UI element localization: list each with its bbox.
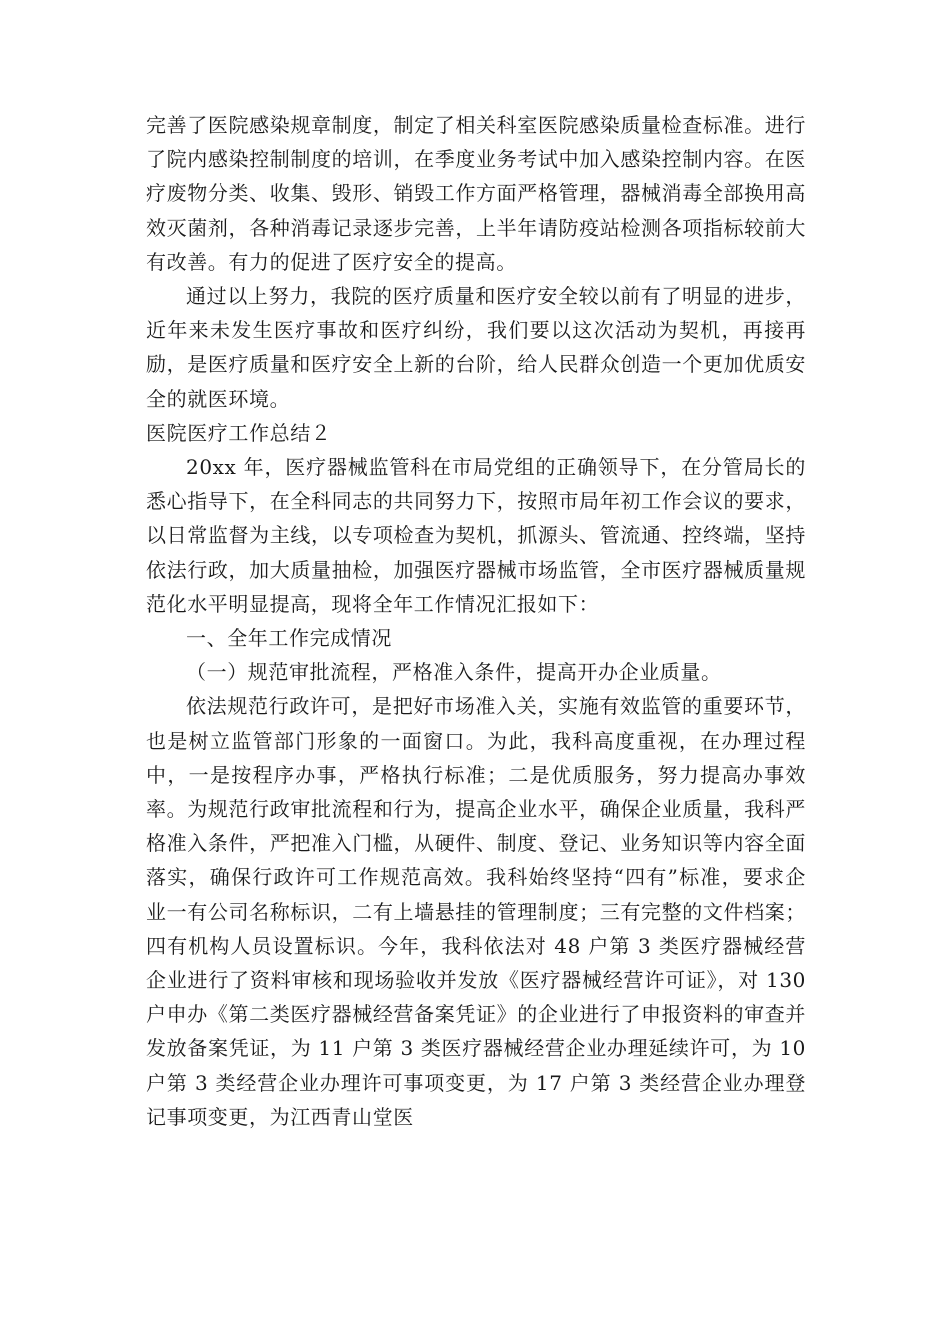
heading-annual-work-completion: 一、全年工作完成情况 bbox=[186, 626, 392, 651]
section-title: 医院医疗工作总结２ bbox=[146, 420, 332, 445]
paragraph-annual-overview: 20xx 年，医疗器械监管科在市局党组的正确领导下，在分管局长的悉心指导下，在全科同志的共同努力下，按照市局年初工作会议的要求，以日常监督为主线，以专项检查为契机，抓源头、管流通、控终端，坚持依法行政，加大质量抽检，加强医疗器械市场监管，全市医疗器械质量规范化水平明显提高，现将全年工作情况汇报如下： bbox=[146, 455, 806, 616]
paragraph-administrative-licensing: 依法规范行政许可，是把好市场准入关，实施有效监管的重要环节，也是树立监管部门形象的一面窗口。为此，我科高度重视，在办理过程中，一是按程序办事，严格执行标准；二是优质服务，努力提高办事效率。为规范行政审批流程和行为，提高企业水平，确保企业质量，我科严格准入条件，严把准入门槛，从硬件、制度、登记、业务知识等内容全面落实，确保行政许可工作规范高效。我科始终坚持“四有”标准，要求企业一有公司名称标识，二有上墙悬挂的管理制度；三有完整的文件档案；四有机构人员设置标识。今年，我科依法对 48 户第 3 类医疗器械经营企业进行了资料审核和现场验收并发放《医疗器械经营许可证》，对 130 户申办《第二类医疗器械经营备案凭证》的企业进行了申报资料的审查并发放备案凭证，为 11 户第 3 类医疗器械经营企业办理延续许可，为 10 户第 3 类经营企业办理许可事项变更，为 17 户第 3 类经营企业办理登记事项变更，为江西青山堂医 bbox=[146, 694, 806, 1129]
subheading-approval-process: （一）规范审批流程，严格准入条件，提高开办企业质量。 bbox=[186, 660, 722, 685]
paragraph-infection-control: 完善了医院感染规章制度，制定了相关科室医院感染质量检查标准。进行了院内感染控制制度的培训，在季度业务考试中加入感染控制内容。在医疗废物分类、收集、毁形、销毁工作方面严格管理，器械消毒全部换用高效灭菌剂，各种消毒记录逐步完善，上半年请防疫站检测各项指标较前大有改善。有力的促进了医疗安全的提高。 bbox=[146, 113, 806, 274]
document-body bbox=[146, 108, 806, 1134]
paragraph-summary-progress: 通过以上努力，我院的医疗质量和医疗安全较以前有了明显的进步，近年来未发生医疗事故和医疗纠纷，我们要以这次活动为契机，再接再励，是医疗质量和医疗安全上新的台阶，给人民群众创造一个更加优质安全的就医环境。 bbox=[146, 284, 806, 411]
